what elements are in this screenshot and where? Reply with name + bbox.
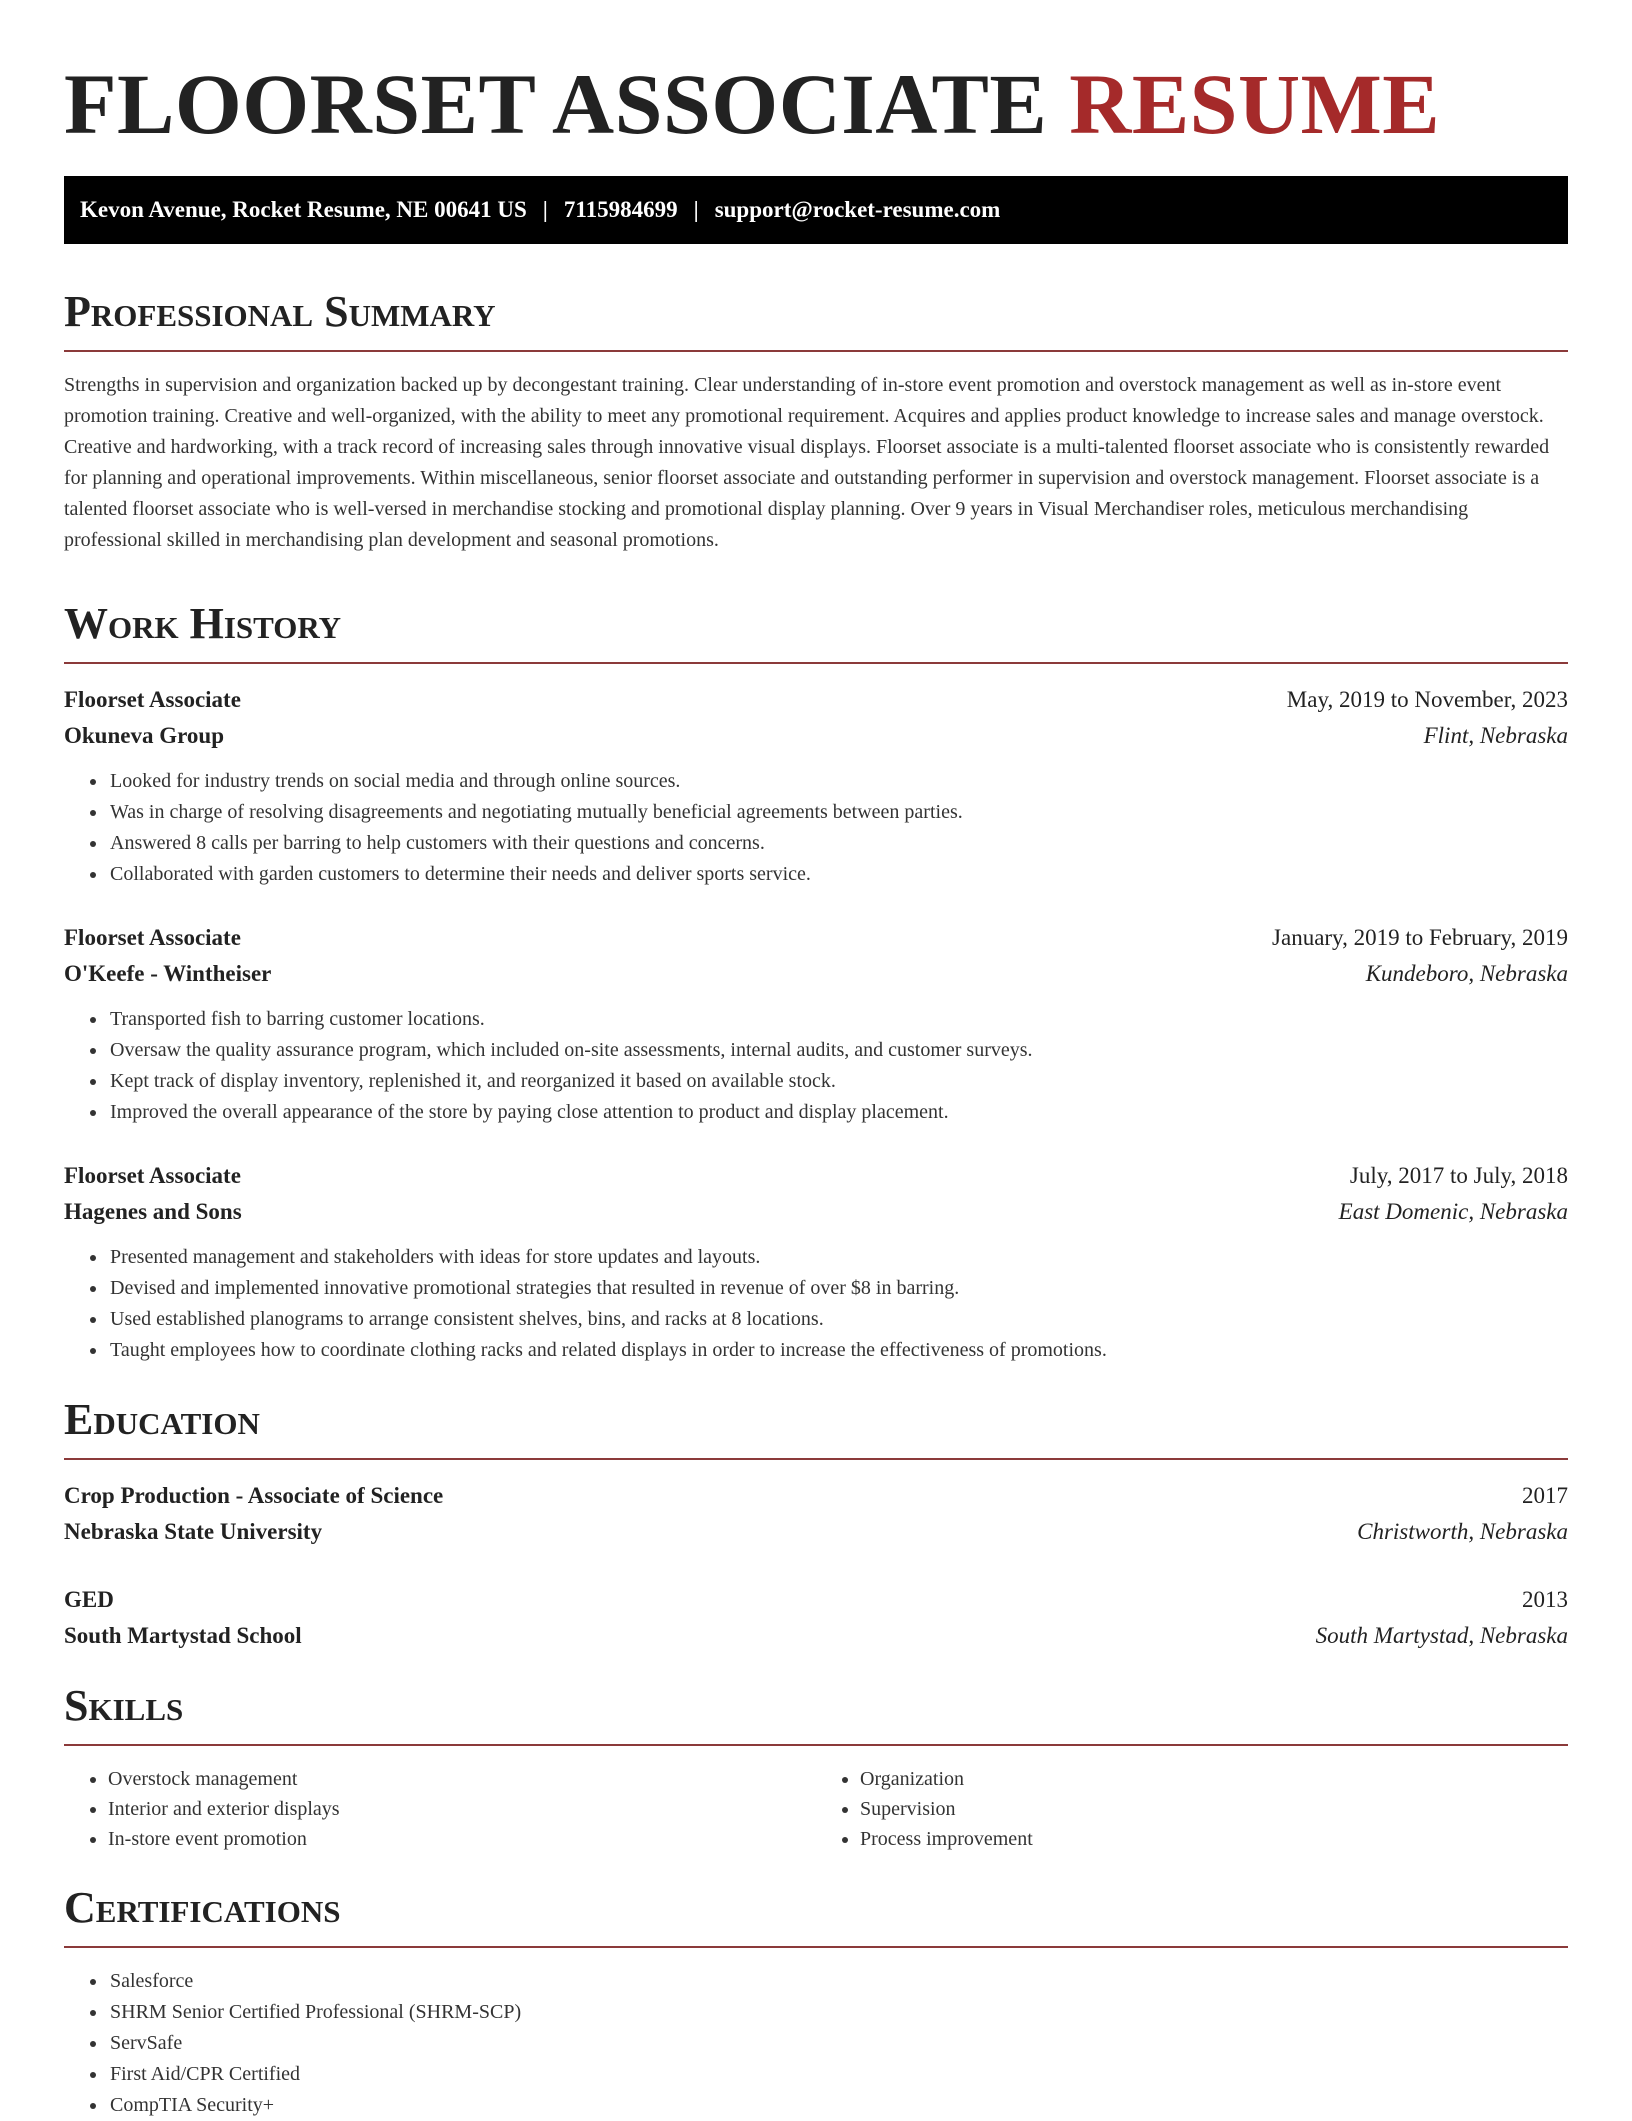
list-item: • Salesforce bbox=[108, 1966, 1568, 1997]
certifications-heading: Certifications bbox=[64, 1883, 341, 1932]
resume-title bbox=[64, 0, 1568, 150]
job-title: Floorset Associate bbox=[64, 687, 241, 712]
job-location: Flint, Nebraska bbox=[1423, 723, 1568, 748]
skills-heading: Skills bbox=[64, 1681, 184, 1730]
summary-section bbox=[64, 288, 1568, 556]
education-school: Nebraska State University bbox=[64, 1519, 323, 1544]
education-year: 2017 bbox=[1522, 1483, 1568, 1508]
job-dates: January, 2019 to February, 2019 bbox=[1272, 925, 1568, 950]
job-company-row bbox=[64, 718, 1568, 754]
list-item: • Interior and exterior displays bbox=[108, 1794, 816, 1824]
education-degree-row bbox=[64, 1582, 1568, 1618]
contact-separator: | bbox=[542, 197, 548, 222]
work-history-section bbox=[64, 600, 1568, 1366]
list-item: • Presented management and stakeholders with ideas for store updates and layouts. bbox=[108, 1242, 1568, 1273]
list-item: • SHRM Senior Certified Professional (SHRM-SCP) bbox=[108, 1997, 1568, 2028]
contact-phone: 7115984699 bbox=[563, 197, 678, 222]
section-divider bbox=[64, 662, 1568, 664]
job-dates: May, 2019 to November, 2023 bbox=[1286, 687, 1568, 712]
job-dates: July, 2017 to July, 2018 bbox=[1349, 1163, 1568, 1188]
education-section bbox=[64, 1396, 1568, 1654]
title-accent: RESUME bbox=[1069, 56, 1441, 152]
education-entry bbox=[64, 1478, 1568, 1550]
contact-address: Kevon Avenue, Rocket Resume, NE 00641 US bbox=[80, 197, 527, 222]
list-item: • Looked for industry trends on social media and through online sources. bbox=[108, 766, 1568, 797]
job-location: Kundeboro, Nebraska bbox=[1365, 961, 1568, 986]
education-location: South Martystad, Nebraska bbox=[1315, 1623, 1568, 1648]
title-main: FLOORSET ASSOCIATE bbox=[64, 56, 1048, 152]
job-header-row bbox=[64, 920, 1568, 956]
section-divider bbox=[64, 1458, 1568, 1460]
list-item: • In-store event promotion bbox=[108, 1824, 816, 1854]
job-entry bbox=[64, 1158, 1568, 1366]
contact-email: support@rocket-resume.com bbox=[714, 197, 1001, 222]
education-degree-row bbox=[64, 1478, 1568, 1514]
list-item: • Collaborated with garden customers to determine their needs and deliver sports service. bbox=[108, 859, 1568, 890]
list-item: • Taught employees how to coordinate clothing racks and related displays in order to increase the effectiveness of promotions. bbox=[108, 1335, 1568, 1366]
job-company-row bbox=[64, 1194, 1568, 1230]
list-item: • Organization bbox=[860, 1764, 1568, 1794]
job-header-row bbox=[64, 1158, 1568, 1194]
summary-heading: Professional Summary bbox=[64, 287, 496, 336]
skills-columns bbox=[64, 1764, 1568, 1854]
list-item: • Answered 8 calls per barring to help customers with their questions and concerns. bbox=[108, 828, 1568, 859]
list-item: • Oversaw the quality assurance program, which included on-site assessments, internal audits, and customer surveys. bbox=[108, 1035, 1568, 1066]
contact-bar bbox=[64, 176, 1568, 244]
certifications-list bbox=[64, 1966, 1568, 2121]
list-item: • Process improvement bbox=[860, 1824, 1568, 1854]
job-title: Floorset Associate bbox=[64, 925, 241, 950]
list-item: • Transported fish to barring customer locations. bbox=[108, 1004, 1568, 1035]
contact-separator: | bbox=[693, 197, 699, 222]
education-school-row bbox=[64, 1514, 1568, 1550]
job-company: Hagenes and Sons bbox=[64, 1199, 242, 1224]
education-year: 2013 bbox=[1522, 1587, 1568, 1612]
section-divider bbox=[64, 1744, 1568, 1746]
job-title: Floorset Associate bbox=[64, 1163, 241, 1188]
list-item: • CompTIA Security+ bbox=[108, 2090, 1568, 2121]
education-degree: Crop Production - Associate of Science bbox=[64, 1483, 444, 1508]
job-company: Okuneva Group bbox=[64, 723, 224, 748]
job-company: O'Keefe - Wintheiser bbox=[64, 961, 272, 986]
list-item: • Was in charge of resolving disagreements and negotiating mutually beneficial agreements between parties. bbox=[108, 797, 1568, 828]
list-item: • ServSafe bbox=[108, 2028, 1568, 2059]
certifications-section bbox=[64, 1884, 1568, 2121]
job-duties-list bbox=[64, 1242, 1568, 1366]
job-duties-list bbox=[64, 766, 1568, 890]
job-location: East Domenic, Nebraska bbox=[1338, 1199, 1568, 1224]
job-entry bbox=[64, 682, 1568, 890]
education-entry bbox=[64, 1582, 1568, 1654]
list-item: • Supervision bbox=[860, 1794, 1568, 1824]
work-history-heading: Work History bbox=[64, 599, 342, 648]
list-item: • Used established planograms to arrange consistent shelves, bins, and racks at 8 locations. bbox=[108, 1304, 1568, 1335]
skills-list-right bbox=[816, 1764, 1568, 1854]
job-company-row bbox=[64, 956, 1568, 992]
section-divider bbox=[64, 350, 1568, 352]
job-duties-list bbox=[64, 1004, 1568, 1128]
education-school-row bbox=[64, 1618, 1568, 1654]
list-item: • First Aid/CPR Certified bbox=[108, 2059, 1568, 2090]
job-entry bbox=[64, 920, 1568, 1128]
education-location: Christworth, Nebraska bbox=[1357, 1519, 1568, 1544]
education-heading: Education bbox=[64, 1395, 260, 1444]
education-school: South Martystad School bbox=[64, 1623, 302, 1648]
summary-text: Strengths in supervision and organization backed up by decongestant training. Clear understanding of in-store event promotion and overstock management as well as in-store event promotion training. Creative and well-organized, with the ability to meet any promotional requirement. Acquires and applies product knowledge to increase sales and manage overstock. Creative and hardworking, with a track record of increasing sales through innovative visual displays. Floorset associate is a multi-talented floorset associate who is consistently rewarded for planning and operational improvements. Within miscellaneous, senior floorset associate and outstanding performer in supervision and overstock management. Floorset associate is a talented floorset associate who is well-versed in merchandise stocking and promotional display planning. Over 9 years in Visual Merchandiser roles, meticulous merchandising professional skilled in merchandising plan development and seasonal promotions. bbox=[64, 374, 1550, 551]
list-item: • Devised and implemented innovative promotional strategies that resulted in revenue of over $8 in barring. bbox=[108, 1273, 1568, 1304]
job-header-row bbox=[64, 682, 1568, 718]
list-item: • Kept track of display inventory, replenished it, and reorganized it based on available stock. bbox=[108, 1066, 1568, 1097]
skills-list-left bbox=[64, 1764, 816, 1854]
list-item: • Improved the overall appearance of the store by paying close attention to product and display placement. bbox=[108, 1097, 1568, 1128]
section-divider bbox=[64, 1946, 1568, 1948]
list-item: • Overstock management bbox=[108, 1764, 816, 1794]
education-degree: GED bbox=[64, 1587, 114, 1612]
skills-section bbox=[64, 1682, 1568, 1854]
